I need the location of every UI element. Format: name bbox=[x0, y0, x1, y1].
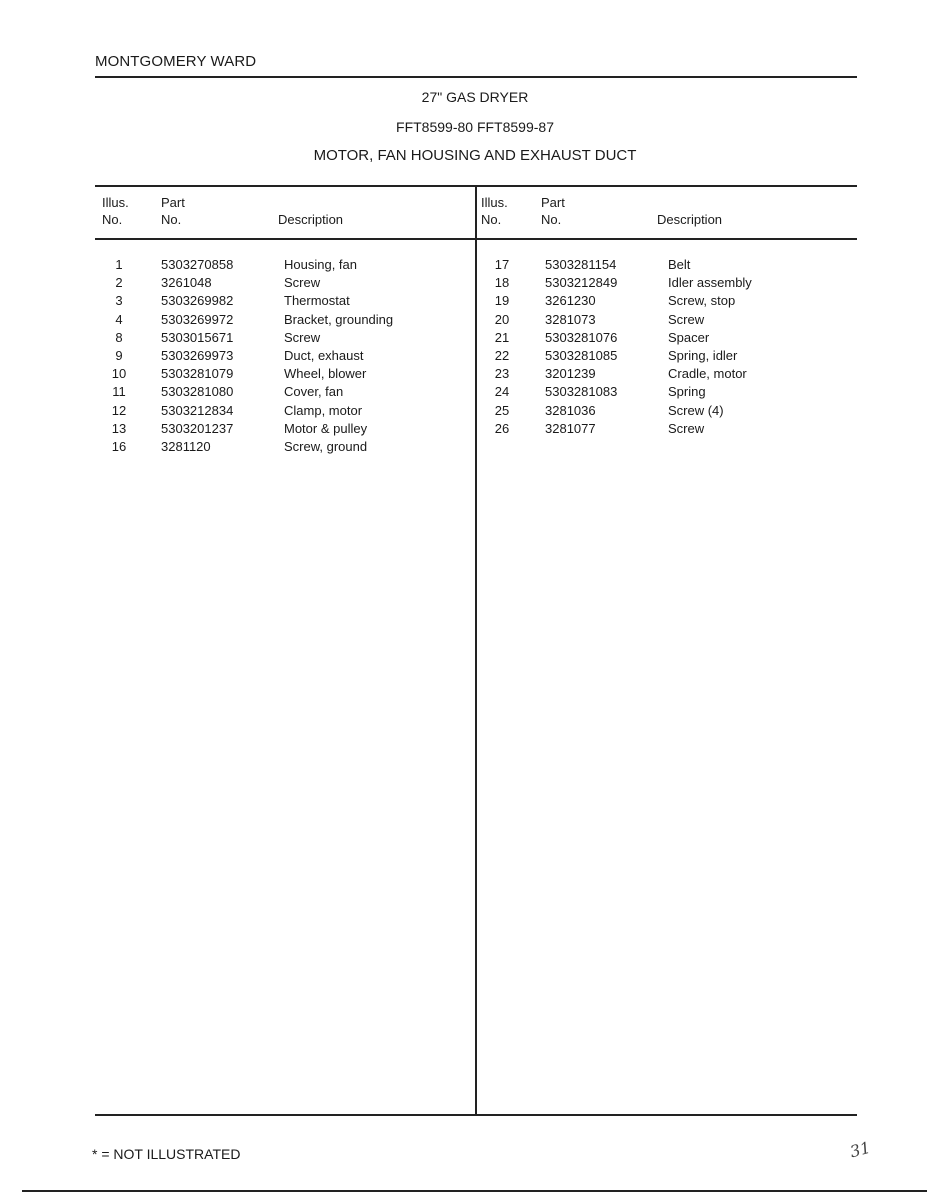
illus-number: 10 bbox=[111, 366, 127, 382]
part-description: Cradle, motor bbox=[668, 366, 747, 382]
part-number: 5303212834 bbox=[161, 402, 234, 418]
part-description: Spring bbox=[668, 384, 706, 400]
right-header-part bbox=[541, 194, 565, 228]
part-description: Screw bbox=[284, 329, 321, 345]
part-description: Wheel, blower bbox=[284, 366, 367, 382]
left-header-description: Description bbox=[278, 212, 344, 227]
model-numbers: FFT8599-80 FFT8599-87 bbox=[396, 119, 554, 135]
illus-number: 18 bbox=[494, 275, 510, 291]
part-number: 3261230 bbox=[545, 293, 596, 309]
table-bottom-rule bbox=[95, 1114, 857, 1116]
illus-number: 3 bbox=[115, 293, 123, 309]
part-number: 5303281154 bbox=[545, 257, 617, 272]
part-label-1: Part bbox=[541, 195, 565, 210]
part-number: 3281073 bbox=[545, 311, 596, 327]
illus-number: 25 bbox=[494, 402, 510, 418]
part-number: 3201239 bbox=[545, 366, 596, 382]
product-title: 27" GAS DRYER bbox=[421, 89, 529, 105]
illus-number: 1 bbox=[115, 257, 123, 272]
part-description: Bracket, grounding bbox=[284, 311, 394, 327]
illus-label-1: Illus. bbox=[481, 195, 508, 210]
illus-number: 24 bbox=[494, 384, 510, 400]
illus-number: 19 bbox=[494, 293, 510, 309]
part-description: Thermostat bbox=[284, 293, 350, 309]
illus-label-2: No. bbox=[481, 212, 502, 227]
illus-number: 26 bbox=[494, 420, 510, 436]
part-number: 5303269982 bbox=[161, 293, 234, 309]
page-bottom-rule bbox=[22, 1190, 927, 1192]
part-label-2: No. bbox=[161, 212, 182, 227]
part-description: Duct, exhaust bbox=[284, 347, 364, 363]
handwritten-page-mark: 31 bbox=[847, 1137, 873, 1162]
right-header-illus bbox=[481, 194, 508, 228]
part-description: Motor & pulley bbox=[284, 420, 368, 436]
part-number: 3281120 bbox=[161, 438, 211, 454]
part-description: Clamp, motor bbox=[284, 402, 363, 418]
part-description: Cover, fan bbox=[284, 384, 344, 400]
illus-number: 16 bbox=[111, 438, 127, 454]
part-number: 3261048 bbox=[161, 275, 212, 291]
illus-number: 13 bbox=[111, 420, 127, 436]
not-illustrated-note: * = NOT ILLUSTRATED bbox=[92, 1146, 241, 1162]
part-description: Housing, fan bbox=[284, 257, 357, 272]
part-label-1: Part bbox=[161, 195, 185, 210]
part-description: Screw (4) bbox=[668, 402, 724, 418]
part-number: 3281036 bbox=[545, 402, 596, 418]
part-number: 5303269972 bbox=[161, 311, 234, 327]
part-number: 5303281076 bbox=[545, 329, 618, 345]
part-description: Screw, stop bbox=[668, 293, 736, 309]
part-number: 5303281083 bbox=[545, 384, 618, 400]
part-description: Screw bbox=[284, 275, 321, 291]
part-number: 5303212849 bbox=[545, 275, 618, 291]
illus-number: 20 bbox=[494, 311, 510, 327]
illus-number: 9 bbox=[115, 347, 123, 363]
illus-label-1: Illus. bbox=[102, 195, 129, 210]
right-header-description: Description bbox=[657, 212, 723, 227]
part-label-2: No. bbox=[541, 212, 562, 227]
section-title: MOTOR, FAN HOUSING AND EXHAUST DUCT bbox=[313, 147, 637, 164]
part-number: 5303281080 bbox=[161, 384, 234, 400]
part-number: 5303015671 bbox=[161, 329, 234, 345]
part-description: Spacer bbox=[668, 329, 710, 345]
left-header-part bbox=[161, 194, 185, 228]
column-divider bbox=[475, 185, 477, 1116]
illus-number: 21 bbox=[494, 329, 510, 345]
part-description: Idler assembly bbox=[668, 275, 752, 291]
brand-name: MONTGOMERY WARD bbox=[95, 53, 257, 70]
part-number: 5303281085 bbox=[545, 347, 618, 363]
illus-number: 8 bbox=[115, 329, 123, 345]
illus-number: 12 bbox=[111, 402, 127, 418]
part-description: Screw bbox=[668, 420, 705, 436]
part-description: Spring, idler bbox=[668, 347, 738, 363]
part-number: 5303281079 bbox=[161, 366, 234, 382]
illus-number: 17 bbox=[494, 257, 510, 272]
part-number: 5303270858 bbox=[161, 257, 234, 272]
illus-number: 2 bbox=[115, 275, 123, 291]
part-number: 5303201237 bbox=[161, 420, 234, 436]
illus-number: 23 bbox=[494, 366, 510, 382]
part-description: Screw bbox=[668, 311, 705, 327]
part-description: Belt bbox=[668, 257, 691, 272]
illus-number: 4 bbox=[115, 311, 123, 327]
part-number: 3281077 bbox=[545, 420, 596, 436]
part-description: Screw, ground bbox=[284, 438, 368, 454]
part-number: 5303269973 bbox=[161, 347, 234, 363]
illus-number: 22 bbox=[494, 347, 510, 363]
left-header-illus bbox=[102, 194, 129, 228]
header-rule bbox=[95, 76, 857, 78]
illus-label-2: No. bbox=[102, 212, 123, 227]
illus-number: 11 bbox=[112, 384, 126, 400]
